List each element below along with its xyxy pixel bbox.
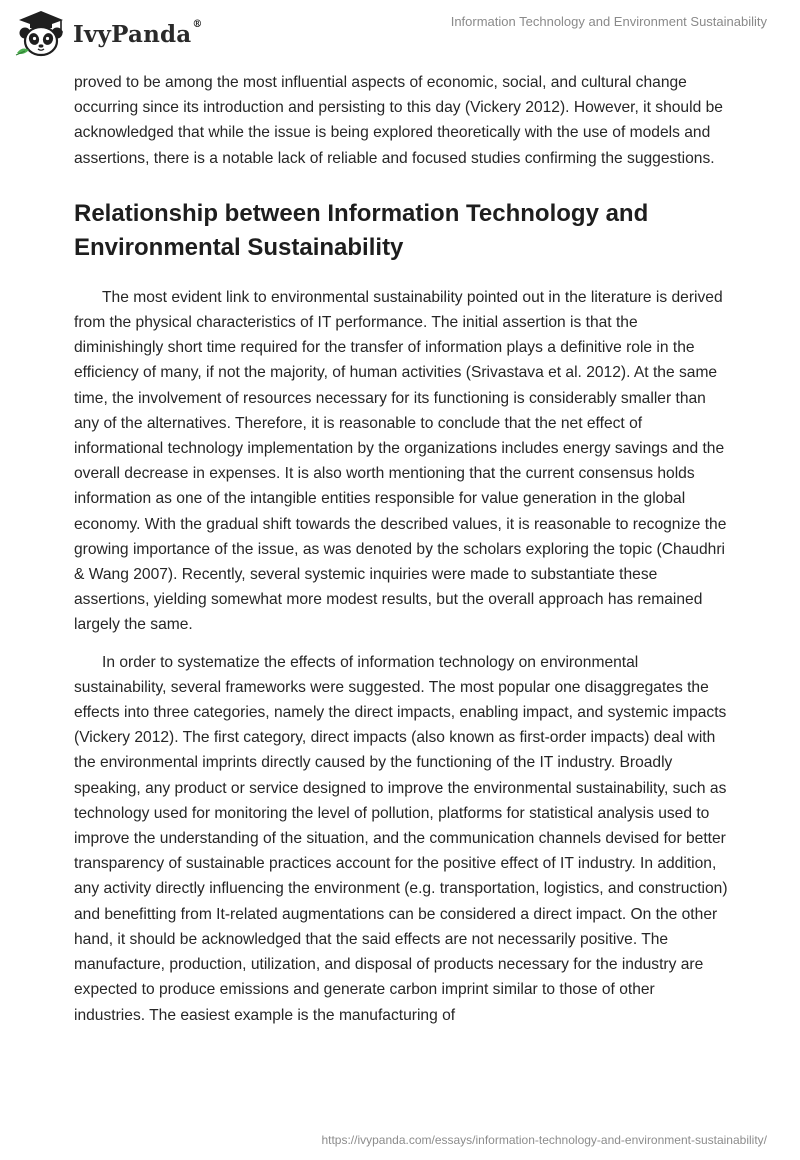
source-url-link[interactable]: https://ivypanda.com/essays/information-technology-and-environment-sustainability/ <box>321 1133 767 1147</box>
body-paragraph: In order to systematize the effects of information technology on environmental sustainability, several frameworks were suggested. The most popular one disaggregates the effects into three categories, namely the direct impacts, enabling impact, and systemic impacts (Vickery 2012). The first category, direct impacts (also known as first-order impacts) deal with the environmental imprints directly caused by the functioning of the IT industry. Broadly speaking, any product or service designed to improve the environmental sustainability, such as technology used for monitoring the level of pollution, platforms for statistical analysis used to improve the understanding of the situation, and the communication channels devised for better transparency of sustainable practices account for the positive effect of IT industry. In addition, any activity directly influencing the environment (e.g. transportation, logistics, and construction) and benefitting from It-related augmentations can be considered a direct impact. On the other hand, it should be acknowledged that the said effects are not necessarily positive. The manufacture, production, utilization, and disposal of products necessary for the industry are expected to produce emissions and generate carbon imprint similar to those of other industries. The easiest example is the manufacturing of <box>74 653 728 1024</box>
page-header <box>0 0 800 64</box>
ivypanda-logo[interactable] <box>13 9 223 55</box>
brand-name-label: IvyPanda <box>73 21 192 48</box>
brand-name <box>73 21 203 48</box>
running-title: Information Technology and Environment Sustainability <box>450 14 767 29</box>
section-heading: Relationship between Information Technology and Environmental Sustainability <box>74 199 649 261</box>
essay-body <box>74 70 730 1028</box>
body-paragraph: proved to be among the most influential aspects of economic, social, and cultural change occurring since its introduction and persisting to this day (Vickery 2012). However, it should be acknowledged that while the issue is being explored theoretically with the use of models and assertions, there is a notable lack of reliable and focused studies confirming the suggestions. <box>74 74 723 167</box>
registered-mark: ® <box>192 19 203 30</box>
panda-graduate-icon <box>13 9 69 59</box>
body-paragraph: The most evident link to environmental sustainability pointed out in the literature is derived from the physical characteristics of IT performance. The initial assertion is that the diminishingly short time required for the transfer of information plays a definitive role in the efficiency of many, if not the majority, of human activities (Srivastava et al. 2012). At the same time, the involvement of resources necessary for its functioning is considerably smaller than any of the alternatives. Therefore, it is reasonable to conclude that the net effect of informational technology implementation by the organizations includes energy savings and the overall decrease in expenses. It is also worth mentioning that the current consensus holds information as one of the intangible entities responsible for value generation in the global economy. With the gradual shift towards the described values, it is reasonable to recognize the growing importance of the issue, as was denoted by the scholars exploring the topic (Chaudhri & Wang 2007). Recently, several systemic inquiries were made to substantiate these assertions, yielding somewhat more modest results, but the overall approach has remained largely the same. <box>74 288 727 634</box>
